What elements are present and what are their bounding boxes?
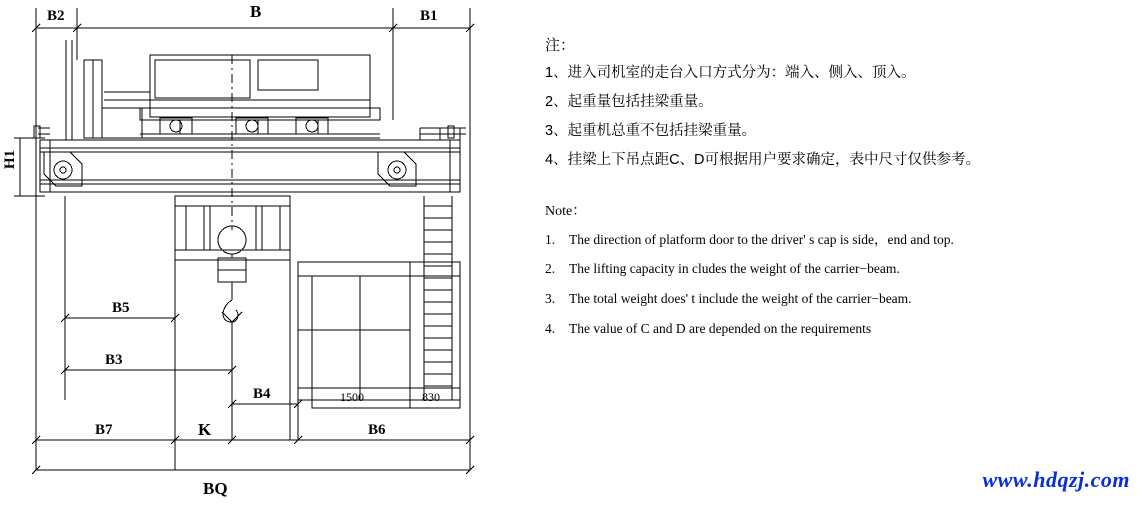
notes-en-item-3-number: 3. [545, 291, 556, 307]
dimension-label-b6: B6 [368, 422, 386, 438]
dimension-label-b1: B1 [420, 8, 438, 24]
notes-en-item-3-text: The total weight does' t include the weight of the carrier−beam. [569, 291, 912, 307]
watermark-url: www.hdqzj.com [982, 467, 1130, 492]
crane-drawing [0, 0, 520, 505]
dimension-label-b7: B7 [95, 422, 113, 438]
notes-en-item-2 [545, 261, 1135, 278]
notes-en-item-3 [545, 291, 1135, 308]
dimension-label-1500: 1500 [340, 390, 364, 404]
notes-en-item-1 [545, 232, 1135, 249]
dimension-label-b5: B5 [112, 300, 130, 316]
dimension-label-830: 830 [422, 390, 440, 404]
dimension-label-b: B [250, 2, 262, 21]
notes-cn-item-4: 4、挂梁上下吊点距C、D可根据用户要求确定，表中尺寸仅供参考。 [545, 152, 981, 169]
notes-en-item-1-text: The direction of platform door to the driver' s cap is side，end and top. [569, 231, 954, 247]
dimension-label-k: K [198, 420, 212, 439]
notes-cn-item-2: 2、起重量包括挂梁重量。 [545, 94, 713, 111]
notes-en-item-2-number: 2. [545, 261, 556, 277]
crane-drawing-svg [0, 0, 520, 505]
dimension-label-bq: BQ [203, 479, 228, 498]
notes-en-heading: Note： [545, 203, 587, 219]
dimension-label-b4: B4 [253, 386, 271, 402]
notes-cn-heading: 注： [545, 37, 576, 54]
notes-cn-item-1: 1、进入司机室的走台入口方式分为：端入、侧入、顶入。 [545, 65, 916, 81]
notes-en-item-4-text: The value of C and D are depended on the requirements [569, 321, 872, 337]
notes-en-item-2-text: The lifting capacity in cludes the weight of the carrier−beam. [569, 261, 900, 277]
notes-cn-item-3: 3、起重机总重不包括挂梁重量。 [545, 123, 757, 140]
dimension-label-h1: H1 [2, 150, 18, 170]
notes-en-item-1-number: 1. [545, 231, 556, 247]
notes-en-item-4 [545, 321, 1135, 338]
notes-en-item-4-number: 4. [545, 321, 556, 337]
dimension-label-b3: B3 [105, 352, 123, 368]
notes-panel [545, 34, 1135, 351]
dimension-label-b2: B2 [47, 8, 65, 24]
